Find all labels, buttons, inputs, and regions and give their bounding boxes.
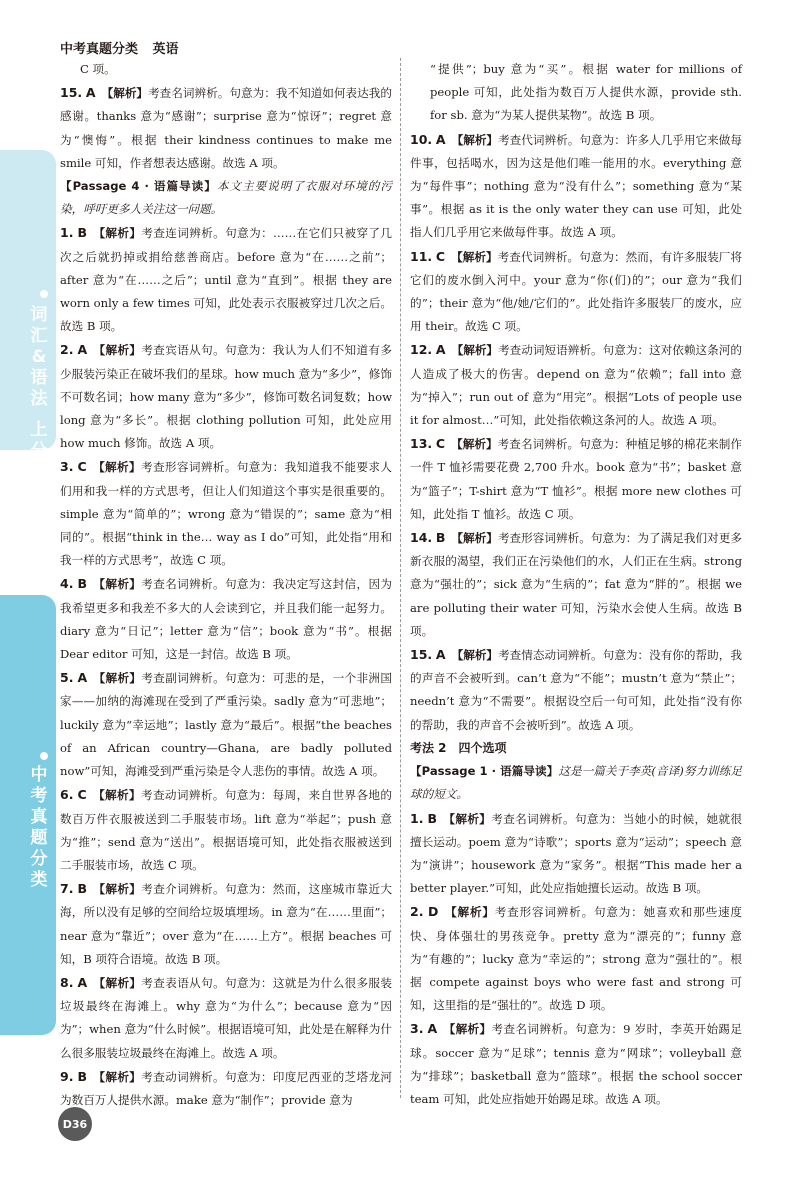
right-lead: “提供”；buy 意为“买”。根据 water for millions of people 可知，此处指为数百万人提供水源，provide sth. for sb. 意为“为某人提供某物”。故选 B 项。 [430,62,742,123]
answer-item: 5. A 【解析】考查副词辨析。句意为：可悲的是，一个非洲国家——加纳的海滩现在受到了严重污染。sadly 意为“可悲地”；luckily 意为“幸运地”；lastly 意为“最后”。根据“the beaches of an African country—Ghana, are badly polluted now”可知，海滩受到严重污染是令人悲伤的事情。故选 A 项。 [60,670,392,779]
running-header [60,38,189,57]
answer-item: 10. A 【解析】考查代词辨析。句意为：许多人几乎用它来做每件事，包括喝水，因为这是他们唯一能用的水。everything 意为“每件事”；nothing 意为“没有什么”；something 意为“某事”。根据 as it is the only water they can use 可知，此处指人们几乎用它来做每件事。故选 A 项。 [410,131,742,240]
book-title: 中考真题分类 [60,42,139,57]
page-number-badge: D36 [58,1107,92,1141]
answer-item: 4. B 【解析】考查名词辨析。句意为：我决定写这封信，因为我希望更多和我差不多大的人会读到它，并且我们能一起努力。diary 意为“日记”；letter 意为“信”；book 意为“书”。根据 Dear editor 可知，这是一封信。故选 B 项。 [60,576,392,662]
passage-guide: 【Passage 4 · 语篇导读】本文主要说明了衣服对环境的污染，呼吁更多人关注这一问题。 [60,179,392,217]
column-divider [400,58,401,1098]
answer-item: 12. A 【解析】考查动词短语辨析。句意为：这对依赖这条河的人造成了极大的伤害。depend on 意为“依赖”；fall into 意为“掉入”；run out of 意为“用完”。根据“Lots of people use it for almost…”可知，此处指依赖这条河的人。故选 A 项。 [410,342,742,428]
side-label-exam: 中考真题分类 [30,765,48,890]
answer-item: 2. A 【解析】考查宾语从句。句意为：我认为人们不知道有多少服装污染正在破坏我们的星球。how much 意为“多少”，修饰不可数名词；how many 意为“多少”，修饰可数名词复数；how long 意为“多长”。根据 clothing pollution 可知，此处应用 how much 修饰。故选 A 项。 [60,342,392,451]
left-lead: C 项。 [80,62,116,76]
answer-item: 3. A 【解析】考查名词辨析。句意为：9 岁时，李英开始踢足球。soccer 意为“足球”；tennis 意为“网球”；volleyball 意为“排球”；basketball 意为“篮球”。根据 the school soccer team 可知，此处应指她开始踢足球。故选 A 项。 [410,1021,742,1106]
answer-item: 14. B 【解析】考查形容词辨析。句意为：为了满足我们对更多新衣服的渴望，我们正在污染他们的水，人们正在生病。strong 意为“强壮的”；sick 意为“生病的”；fat 意为“胖的”。根据 we are polluting their water 可知，污染水会使人生病。故选 B 项。 [410,530,742,638]
answer-item: 7. B 【解析】考查介词辨析。句意为：然而，这座城市靠近大海，所以没有足够的空间给垃圾填埋场。in 意为“在……里面”；near 意为“靠近”；over 意为“在……上方”。根据 beaches 可知，B 项符合语境。故选 B 项。 [60,881,392,966]
answer-item: 8. A 【解析】考查表语从句。句意为：这就是为什么很多服装垃圾最终在海滩上。why 意为“为什么”；because 意为“因为”；when 意为“什么时候”。根据语境可知，此处是在解释为什么很多服装垃圾最终在海滩上。故选 A 项。 [60,974,392,1060]
side-dot-1 [40,290,48,298]
answer-item: 2. D 【解析】考查形容词辨析。句意为：她喜欢和那些速度快、身体强壮的男孩竞争。pretty 意为“漂亮的”；funny 意为“有趣的”；lucky 意为“幸运的”；strong 意为“强壮的”。根据 compete against boys who were fast and strong 可知，这里指的是“强壮的”。故选 D 项。 [410,904,742,1013]
left-column [60,58,392,1112]
answer-item: 15. A 【解析】考查名词辨析。句意为：我不知道如何表达我的感谢。thanks 意为“感谢”；surprise 意为“惊讶”；regret 意为“懊悔”。根据 their kindness continues to make me smile 可知，作者想表达感谢。故选 A 项。 [60,85,392,170]
answer-item: 9. B 【解析】考查动词辨析。句意为：印度尼西亚的芝塔龙河为数百万人提供水源。make 意为“制作”；provide 意为 [60,1068,392,1107]
right-column [410,58,742,1111]
section-heading: 考法 2 四个选项 [410,740,507,755]
side-label-vocab: 词汇&语法 [30,305,48,409]
answer-item: 3. C 【解析】考查形容词辨析。句意为：我知道我不能要求人们用和我一样的方式思考，但让人们知道这个事实是很重要的。simple 意为“简单的”；wrong 意为“错误的”；same 意为“相同的”。根据“think in the… way as I do”可知，此处指“用和我一样的方式思考”，故选 C 项。 [60,459,392,568]
subject-title: 英语 [152,42,179,57]
answer-item: 15. A 【解析】考查情态动词辨析。句意为：没有你的帮助，我的声音不会被听到。can’t 意为“不能”；mustn’t 意为“禁止”；needn’t 意为“不需要”。根据设空后一句可知，此处指“没有你的帮助，我的声音不会被听到”。故选 A 项。 [410,647,742,732]
passage-guide: 【Passage 1 · 语篇导读】这是一篇关于李英(音译)努力训练足球的短文。 [410,764,742,802]
answer-item: 13. C 【解析】考查名词辨析。句意为：种植足够的棉花来制作一件 T 恤衫需要花费 2,700 升水。book 意为“书”；basket 意为“篮子”；T-shirt 意为“T 恤衫”。根据 more new clothes 可知，此处指 T 恤衫。故选 C 项。 [410,436,742,521]
side-label-practice: 上分集训 [30,420,48,503]
answer-item: 1. B 【解析】考查连词辨析。句意为：……在它们只被穿了几次之后就扔掉或捐给慈善商店。before 意为“在……之前”；after 意为“在……之后”；until 意为“直到”。根据 they are worn only a few times 可知，此处表示衣服被穿过几次之后。故选 B 项。 [60,225,392,334]
answer-item: 6. C 【解析】考查动词辨析。句意为：每周，来自世界各地的数百万件衣服被送到二手服装市场。lift 意为“举起”；push 意为“推”；send 意为“送出”。根据语境可知，此处指衣服被送到二手服装市场，故选 C 项。 [60,787,392,872]
answer-item: 1. B 【解析】考查名词辨析。句意为：当她小的时候，她就很擅长运动。poem 意为“诗歌”；sports 意为“运动”；speech 意为“演讲”；housework 意为“家务”。根据“This made her a better player.”可知，此处应指她擅长运动。故选 B 项。 [410,810,742,896]
answer-item: 11. C 【解析】考查代词辨析。句意为：然而，有许多服装厂将它们的废水倒入河中。your 意为“你(们)的”；our 意为“我们的”；their 意为“他/她/它们的”。此处指许多服装厂的废水，应用 their。故选 C 项。 [410,248,742,334]
side-dot-2 [40,752,48,760]
